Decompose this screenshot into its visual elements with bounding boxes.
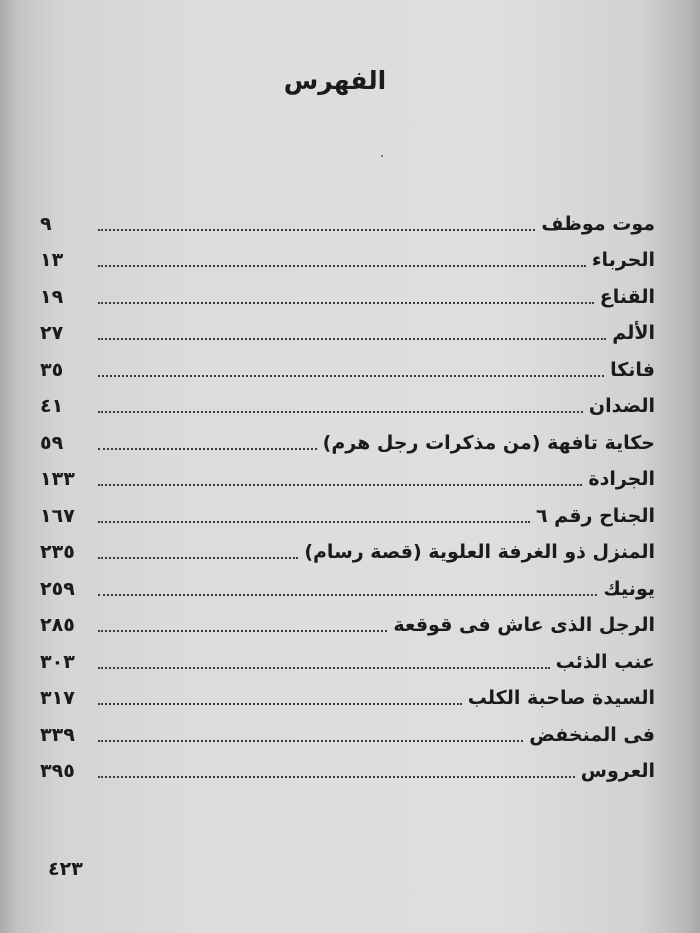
toc-entry [40,417,655,454]
page-number: ٤٢٣ [48,858,83,880]
toc-entry-page: ٣٣٩ [40,723,75,746]
toc-entry-page: ٤١ [40,395,64,417]
toc-entry [40,454,655,491]
toc-entry-title: حكاية تافهة (من مذكرات رجل هرم) [322,431,655,454]
toc-entry-page: ٣٩٥ [40,760,75,782]
toc-entry-page: ١٩ [40,285,64,308]
toc-entry-page: ٣١٧ [40,687,75,709]
dot-leader [98,484,582,486]
toc-entry-title: يونيك [603,577,655,600]
toc-entry [40,600,655,637]
dot-leader [98,594,597,596]
toc-entry-page: ٥٩ [40,431,64,454]
dot-leader [98,703,462,705]
toc-entry-title: موت موظف [541,212,655,235]
paper-speck [381,155,383,157]
toc-entry [40,673,655,710]
toc-entry-title: الجرادة [588,468,655,490]
toc-entry-title: فى المنخفض [529,723,655,746]
dot-leader [98,630,387,632]
dot-leader [98,265,586,267]
toc-entry-page: ٢٣٥ [40,541,75,563]
toc-entry [40,198,655,235]
toc-entry-title: القناع [599,285,655,308]
toc-entry-title: الضدان [588,395,655,417]
toc-entry-title: فانكا [610,358,655,381]
toc-title: الفهرس [283,66,387,95]
dot-leader [98,448,317,450]
toc-list [40,198,655,782]
toc-entry-page: ٢٧ [40,322,64,344]
toc-entry [40,746,655,783]
toc-entry-title: السيدة صاحبة الكلب [467,687,655,709]
toc-entry-title: المنزل ذو الغرفة العلوية (قصة رسام) [304,541,655,563]
toc-entry [40,235,655,272]
toc-entry [40,490,655,527]
toc-entry [40,563,655,600]
toc-entry-title: الألم [612,322,655,344]
toc-entry-page: ٣٠٣ [40,650,75,673]
toc-entry-page: ٣٥ [40,358,64,381]
toc-entry [40,527,655,564]
toc-entry-page: ١٣٣ [40,468,75,490]
toc-entry-title: الجناح رقم ٦ [535,504,655,527]
toc-entry [40,381,655,418]
dot-leader [98,740,523,742]
dot-leader [98,411,583,413]
toc-entry-title: الحرباء [591,249,655,271]
toc-entry-title: العروس [580,760,655,782]
toc-entry [40,344,655,381]
toc-entry-page: ١٦٧ [40,504,75,527]
toc-entry-page: ١٣ [40,249,64,271]
dot-leader [98,667,550,669]
dot-leader [98,375,604,377]
toc-entry-page: ٩ [40,212,52,235]
toc-entry [40,636,655,673]
dot-leader [98,338,606,340]
toc-entry-page: ٢٨٥ [40,614,75,636]
dot-leader [98,521,530,523]
toc-entry [40,709,655,746]
toc-entry [40,308,655,345]
dot-leader [98,229,535,231]
toc-entry-title: الرجل الذى عاش فى قوقعة [393,614,655,636]
toc-entry [40,271,655,308]
toc-entry-page: ٢٥٩ [40,577,75,600]
dot-leader [98,302,594,304]
toc-entry-title: عنب الذئب [555,650,655,673]
dot-leader [98,776,575,778]
dot-leader [98,557,298,559]
